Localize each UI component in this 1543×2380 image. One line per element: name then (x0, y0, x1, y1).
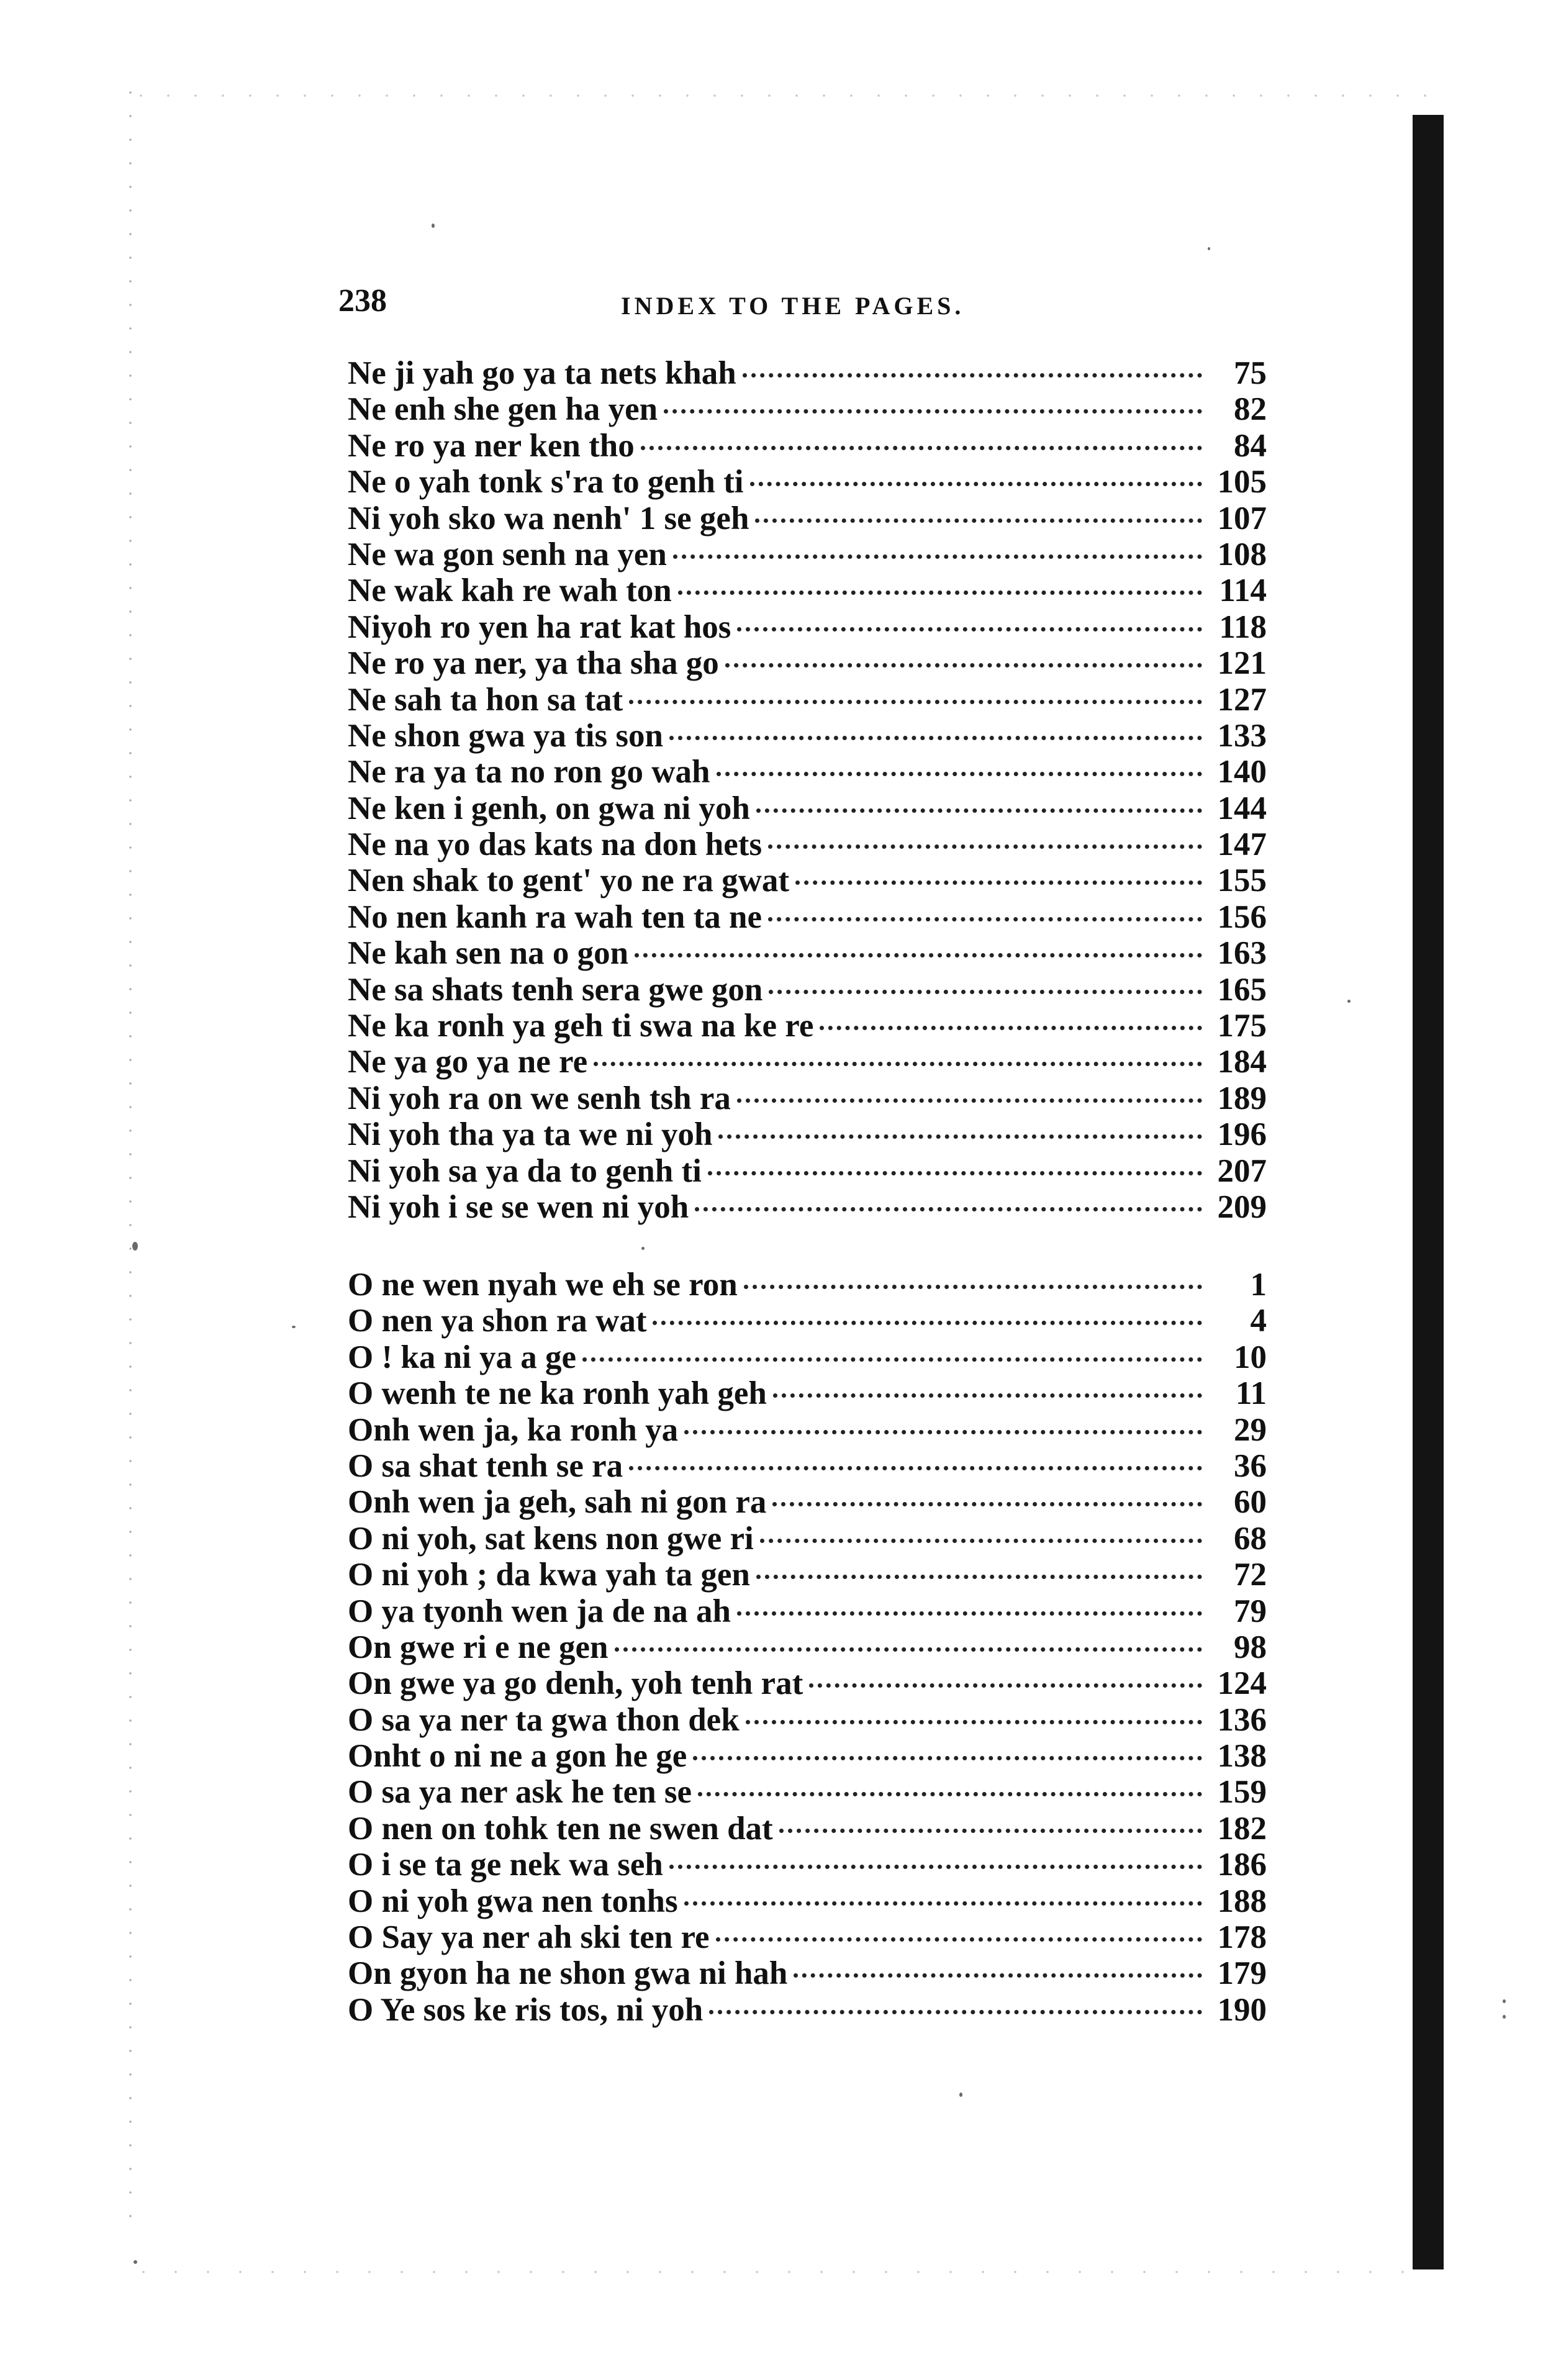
entry-title: O ni yoh gwa nen tonhs (348, 1883, 678, 1919)
entry-title: O Ye sos ke ris tos, ni yoh (348, 1991, 704, 2028)
ink-speck (1208, 247, 1210, 250)
dot-leader (768, 917, 1202, 921)
dot-leader (684, 1901, 1202, 1906)
ink-speck (133, 2260, 137, 2264)
entry-page-number: 182 (1217, 1810, 1267, 1847)
entry-title: Onh wen ja geh, sah ni gon ra (348, 1484, 767, 1521)
dot-leader (744, 1285, 1202, 1289)
ink-speck (432, 224, 435, 228)
index-entry (348, 972, 1267, 1008)
dot-leader (820, 1026, 1202, 1030)
entry-title: On gwe ri e ne gen (348, 1629, 609, 1665)
index-entry (348, 1774, 1267, 1810)
index-entry (348, 1375, 1267, 1411)
entry-title: Ne shon gwa ya tis son (348, 717, 664, 754)
dot-leader (678, 590, 1202, 595)
entry-title: Ni yoh sa ya da to genh ti (348, 1152, 702, 1189)
entry-page-number: 190 (1217, 1991, 1267, 2028)
entry-title: Ni yoh tha ya ta we ni yoh (348, 1116, 713, 1153)
entry-title: O ! ka ni ya a ge (348, 1339, 577, 1375)
page-header (338, 273, 1270, 329)
dot-leader (582, 1357, 1202, 1362)
index-entry (348, 1665, 1267, 1701)
index-entry (348, 826, 1267, 862)
entry-page-number: 140 (1217, 754, 1267, 790)
entry-page-number: 136 (1217, 1701, 1267, 1738)
dot-leader (669, 1865, 1202, 1869)
index-entry (348, 1303, 1267, 1339)
entry-page-number: 178 (1217, 1919, 1267, 1956)
entry-page-number: 196 (1217, 1116, 1267, 1153)
entry-title: Ne enh she gen ha yen (348, 391, 658, 428)
entry-page-number: 127 (1217, 681, 1267, 718)
page-edge-bottom (127, 2269, 1431, 2274)
dot-leader (773, 1393, 1202, 1398)
dot-leader (795, 880, 1202, 885)
index-entry (348, 1189, 1267, 1225)
entry-title: O nen ya shon ra wat (348, 1303, 647, 1339)
entry-title: O ni yoh, sat kens non gwe ri (348, 1520, 754, 1557)
dot-leader (756, 1575, 1202, 1579)
entry-page-number: 1 (1250, 1267, 1267, 1303)
index-entry (348, 1080, 1267, 1116)
index-entry (348, 572, 1267, 609)
dot-leader (769, 990, 1202, 994)
dot-leader (725, 663, 1202, 667)
dot-leader (594, 1062, 1202, 1066)
dot-leader (708, 1171, 1202, 1175)
index-section-n (348, 355, 1267, 1225)
entry-title: Nen shak to gent' yo ne ra gwat (348, 862, 790, 899)
index-entry (348, 754, 1267, 790)
entry-title: O Say ya ner ah ski ten re (348, 1919, 710, 1956)
index-entry (348, 1153, 1267, 1189)
entry-title: Onh wen ja, ka ronh ya (348, 1411, 679, 1448)
dot-leader (737, 627, 1202, 631)
entry-title: Ne wa gon senh na yen (348, 536, 667, 572)
entry-page-number: 36 (1234, 1447, 1267, 1484)
entry-title: O i se ta ge nek wa seh (348, 1847, 663, 1883)
index-entry (348, 718, 1267, 754)
ink-speck (132, 1242, 138, 1251)
index-entry (348, 1339, 1267, 1375)
dot-leader (716, 1937, 1202, 1942)
entry-page-number: 184 (1217, 1044, 1267, 1080)
entry-title: Ne ro ya ner ken tho (348, 427, 635, 464)
dot-leader (629, 700, 1202, 704)
entry-page-number: 105 (1217, 464, 1267, 500)
entry-title: Ne sah ta hon sa tat (348, 681, 623, 718)
entry-title: O wenh te ne ka ronh yah geh (348, 1375, 767, 1412)
index-entry (348, 1919, 1267, 1955)
entry-page-number: 124 (1217, 1665, 1267, 1702)
entry-page-number: 118 (1219, 609, 1267, 645)
entry-page-number: 107 (1217, 500, 1267, 536)
entry-page-number: 108 (1217, 536, 1267, 572)
dot-leader (772, 1502, 1202, 1506)
entry-page-number: 98 (1234, 1629, 1267, 1665)
dot-leader (756, 808, 1202, 813)
dot-leader (794, 1973, 1202, 1978)
page-edge-top (127, 93, 1431, 98)
dot-leader (743, 373, 1202, 378)
entry-page-number: 60 (1234, 1484, 1267, 1521)
dot-leader (629, 1466, 1202, 1470)
dot-leader (615, 1647, 1202, 1652)
dot-leader (673, 554, 1202, 559)
entry-title: O sa ya ner ta gwa thon dek (348, 1701, 740, 1738)
dot-leader (718, 1134, 1202, 1139)
index-entry (348, 682, 1267, 718)
index-entry (348, 500, 1267, 536)
index-entry (348, 1955, 1267, 1991)
dot-leader (698, 1792, 1202, 1796)
entry-page-number: 179 (1217, 1955, 1267, 1992)
index-entry (348, 1629, 1267, 1665)
index-entry (348, 1116, 1267, 1152)
ink-speck (959, 2093, 962, 2097)
entry-title: Niyoh ro yen ha rat kat hos (348, 609, 731, 645)
dot-leader (768, 844, 1202, 849)
ink-speck (1347, 1000, 1351, 1003)
dot-leader (760, 1539, 1202, 1543)
entry-page-number: 209 (1217, 1188, 1267, 1225)
entry-title: Ne ken i genh, on gwa ni yoh (348, 790, 750, 826)
dot-leader (737, 1098, 1202, 1103)
dot-leader (750, 482, 1202, 486)
index-entry (348, 1738, 1267, 1774)
index-entry (348, 899, 1267, 935)
index-entry (348, 355, 1267, 391)
entry-title: No nen kanh ra wah ten ta ne (348, 898, 762, 935)
index-entry (348, 391, 1267, 427)
entry-title: Ne wak kah re wah ton (348, 572, 672, 609)
ink-speck (1503, 2015, 1506, 2019)
index-entry (348, 428, 1267, 464)
index-entry (348, 1267, 1267, 1303)
index-entry (348, 1412, 1267, 1448)
index-entry (348, 464, 1267, 500)
index-entry (348, 862, 1267, 898)
index-entry (348, 1484, 1267, 1520)
entry-page-number: 159 (1217, 1774, 1267, 1811)
entry-title: Ni yoh i se se wen ni yoh (348, 1188, 689, 1225)
ink-speck (1503, 1999, 1506, 2003)
entry-page-number: 165 (1217, 971, 1267, 1008)
index-entry (348, 1811, 1267, 1847)
page-edge-left (127, 81, 133, 2223)
ink-speck (292, 1326, 296, 1328)
entry-title: O ni yoh ; da kwa yah ta gen (348, 1557, 750, 1593)
dot-leader (669, 736, 1202, 740)
entry-title: O sa shat tenh se ra (348, 1447, 623, 1484)
entry-title: O sa ya ner ask he ten se (348, 1774, 692, 1811)
dot-leader (684, 1430, 1202, 1434)
index-entry (348, 1044, 1267, 1080)
dot-leader (664, 409, 1202, 414)
ink-speck (641, 1247, 645, 1250)
entry-title: O ne wen nyah we eh se ron (348, 1267, 738, 1303)
index-entry (348, 645, 1267, 681)
entry-page-number: 11 (1235, 1375, 1267, 1412)
entry-title: Ne o yah tonk s'ra to genh ti (348, 464, 744, 500)
index-entry (348, 1992, 1267, 2028)
entry-page-number: 75 (1234, 355, 1267, 391)
index-entry (348, 609, 1267, 645)
index-entry (348, 935, 1267, 971)
dot-leader (717, 772, 1203, 776)
entry-page-number: 207 (1217, 1152, 1267, 1189)
dot-leader (779, 1829, 1202, 1833)
entry-title: Ni yoh sko wa nenh' 1 se geh (348, 500, 749, 536)
entry-page-number: 163 (1217, 935, 1267, 972)
index-entry (348, 1883, 1267, 1919)
index-section-o (348, 1267, 1267, 2028)
entry-title: Ne ro ya ner, ya tha sha go (348, 645, 719, 682)
entry-title: Ne ya go ya ne re (348, 1044, 588, 1080)
entry-title: O ya tyonh wen ja de na ah (348, 1593, 731, 1629)
index-entry (348, 536, 1267, 572)
dot-leader (746, 1720, 1202, 1724)
dot-leader (641, 446, 1202, 450)
entry-title: Ne ji yah go ya ta nets khah (348, 355, 736, 391)
index-entry (348, 1557, 1267, 1593)
entry-title: On gyon ha ne shon gwa ni hah (348, 1955, 788, 1992)
index-entry (348, 1008, 1267, 1044)
entry-title: Ne kah sen na o gon (348, 935, 629, 972)
entry-page-number: 29 (1234, 1411, 1267, 1448)
entry-page-number: 82 (1234, 391, 1267, 428)
entry-page-number: 189 (1217, 1080, 1267, 1116)
entry-page-number: 10 (1234, 1339, 1267, 1375)
entry-page-number: 4 (1250, 1303, 1267, 1339)
entry-page-number: 186 (1217, 1847, 1267, 1883)
entry-page-number: 79 (1234, 1593, 1267, 1629)
entry-page-number: 144 (1217, 790, 1267, 826)
entry-title: Ne ka ronh ya geh ti swa na ke re (348, 1008, 814, 1044)
entry-page-number: 114 (1219, 572, 1267, 609)
page-number: 238 (338, 283, 387, 319)
dot-leader (755, 518, 1202, 523)
index-entry (348, 1702, 1267, 1738)
entry-title: Onht o ni ne a gon he ge (348, 1738, 687, 1775)
entry-title: On gwe ya go denh, yoh tenh rat (348, 1665, 803, 1702)
dot-leader (635, 953, 1202, 957)
index-entry (348, 1448, 1267, 1484)
dot-leader (653, 1321, 1202, 1325)
dot-leader (693, 1756, 1202, 1760)
entry-title: Ni yoh ra on we senh tsh ra (348, 1080, 731, 1116)
index-entry (348, 790, 1267, 826)
index-entry (348, 1593, 1267, 1629)
entry-page-number: 175 (1217, 1008, 1267, 1044)
dot-leader (709, 2010, 1202, 2014)
entry-title: Ne sa shats tenh sera gwe gon (348, 971, 763, 1008)
entry-page-number: 155 (1217, 862, 1267, 899)
entry-page-number: 68 (1234, 1520, 1267, 1557)
binding-shadow (1413, 115, 1444, 2269)
dot-leader (695, 1207, 1202, 1211)
index-entry (348, 1847, 1267, 1883)
entry-title: Ne ra ya ta no ron go wah (348, 754, 710, 790)
entry-page-number: 156 (1217, 898, 1267, 935)
entry-page-number: 138 (1217, 1738, 1267, 1775)
dot-leader (737, 1611, 1202, 1616)
entry-page-number: 72 (1234, 1557, 1267, 1593)
entry-page-number: 147 (1217, 826, 1267, 863)
entry-page-number: 188 (1217, 1883, 1267, 1919)
index-entry (348, 1521, 1267, 1557)
running-head: INDEX TO THE PAGES. (621, 292, 965, 320)
entry-title: Ne na yo das kats na don hets (348, 826, 762, 863)
entry-title: O nen on tohk ten ne swen dat (348, 1810, 773, 1847)
entry-page-number: 133 (1217, 717, 1267, 754)
entry-page-number: 84 (1234, 427, 1267, 464)
dot-leader (809, 1683, 1202, 1688)
entry-page-number: 121 (1217, 645, 1267, 682)
